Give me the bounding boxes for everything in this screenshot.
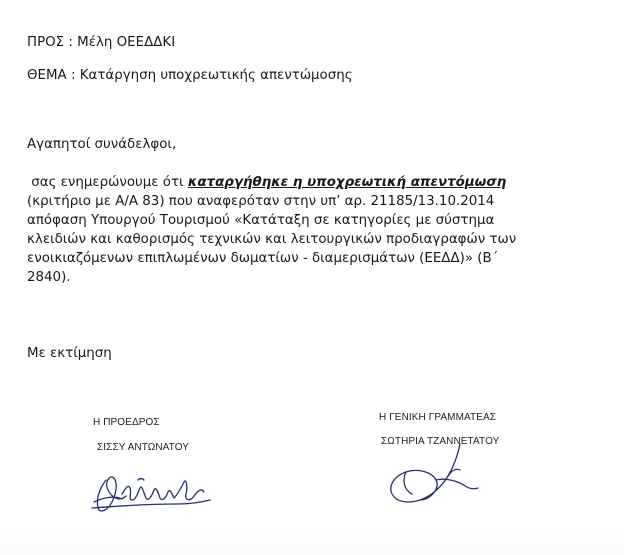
body-line-6: 2840). bbox=[27, 270, 71, 285]
body-line-4: κλειδιών και καθορισμός τεχνικών και λειτουργικών προδιαγραφών των bbox=[27, 232, 517, 247]
president-name: ΣΙΣΣΥ ΑΝΤΩΝΑΤΟΥ bbox=[97, 442, 190, 453]
abolition-emphasis: καταργήθηκε η υποχρεωτική απεντόμωση bbox=[187, 175, 507, 190]
body-line-3: απόφαση Υπουργού Τουρισμού «Κατάταξη σε κατηγορίες με σύστημα bbox=[27, 213, 495, 228]
closing-phrase: Με εκτίμηση bbox=[27, 346, 112, 361]
recipient-line: ΠΡΟΣ : Μέλη ΟΕΕΔΔΚΙ bbox=[27, 35, 176, 50]
greeting: Αγαπητοί συνάδελφοι, bbox=[27, 137, 177, 152]
letter-body bbox=[27, 173, 617, 287]
secretary-title: Η ΓΕΝΙΚΗ ΓΡΑΜΜΑΤΕΑΣ bbox=[379, 412, 497, 423]
body-line-1-prefix: σας ενημερώνουμε ότι bbox=[27, 175, 188, 190]
body-line-5: ενοικιαζόμενων επιπλωμένων δωματίων - διαμερισμάτων (ΕΕΔΔ)» (Β΄ bbox=[27, 251, 499, 266]
body-line-2: (κριτήριο με Α/Α 83) που αναφερόταν στην υπ’ αρ. 21185/13.10.2014 bbox=[27, 194, 495, 209]
president-signature bbox=[78, 458, 218, 518]
secretary-name: ΣΩΤΗΡΙΑ ΤΖΑΝΝΕΤΑΤΟΥ bbox=[381, 436, 500, 447]
secretary-signature bbox=[382, 440, 492, 510]
subject-line: ΘΕΜΑ : Κατάργηση υποχρεωτικής απεντώμοσης bbox=[27, 68, 353, 83]
president-signature-image bbox=[78, 458, 218, 518]
president-title: Η ΠΡΟΕΔΡΟΣ bbox=[93, 417, 160, 428]
secretary-signature-image bbox=[382, 440, 492, 510]
page-bottom-edge bbox=[0, 520, 624, 555]
body-line-1 bbox=[27, 173, 617, 192]
